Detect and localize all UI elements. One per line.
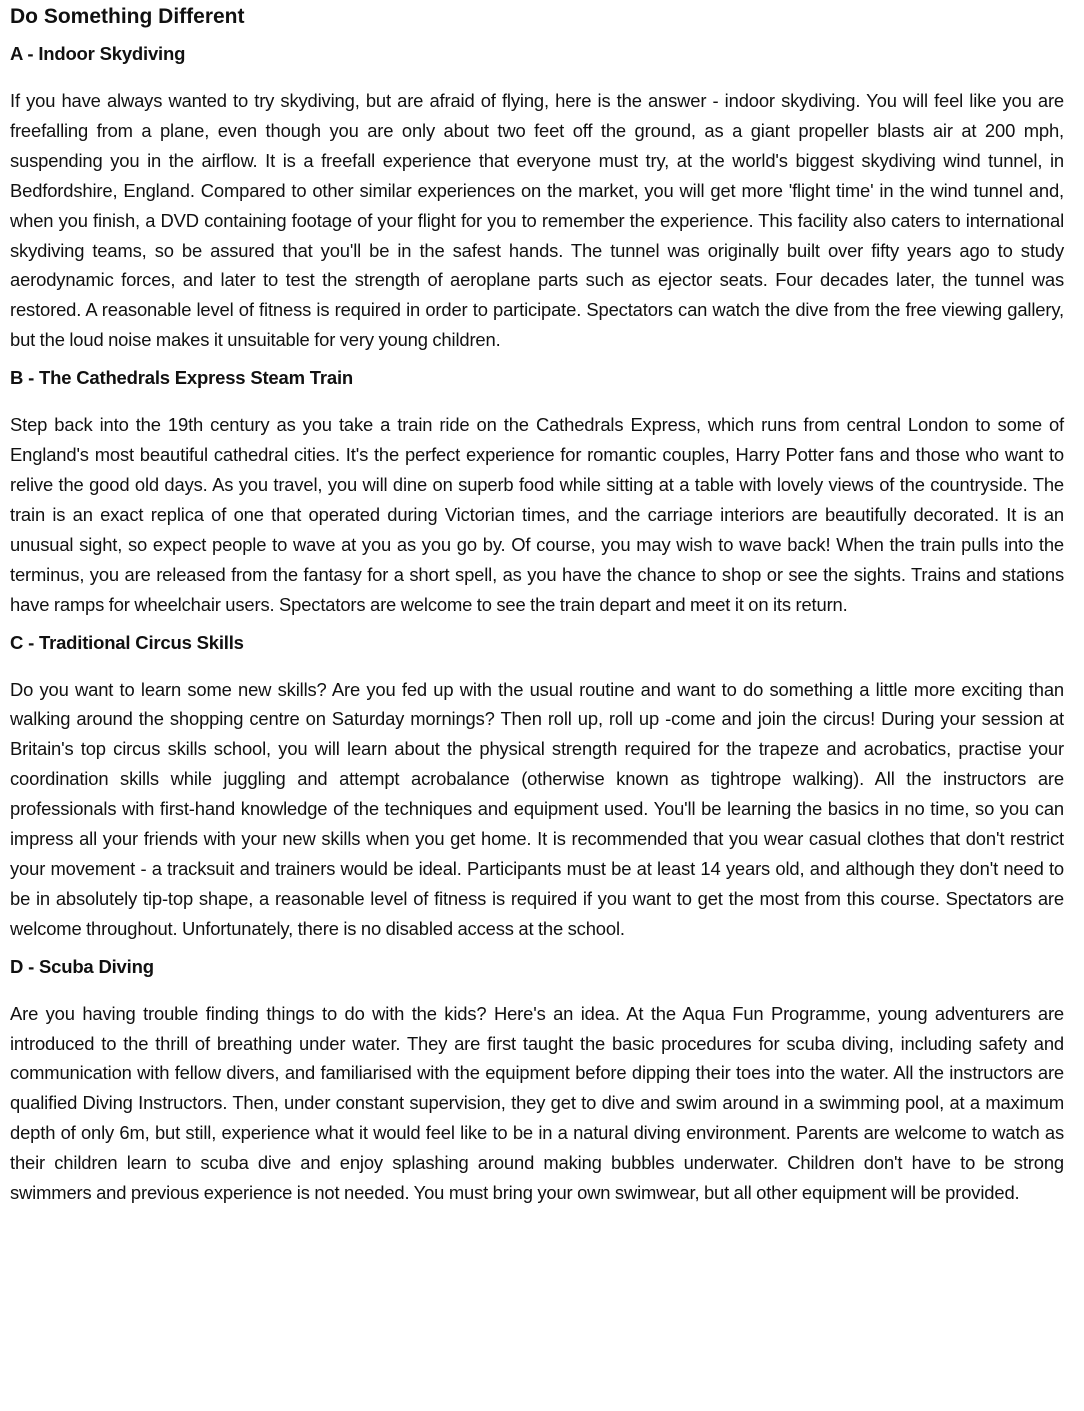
section-heading: D - Scuba Diving (10, 955, 154, 977)
section-circus-skills (10, 629, 1064, 944)
document-page (0, 3, 1084, 1208)
section-scuba-diving (10, 953, 1064, 1208)
page-title: Do Something Different (10, 5, 245, 28)
section-body: Are you having trouble finding things to do with the kids? Here's an idea. At the Aqua Fun Programme, young adventurers are introduced to the thrill of breathing under water. They are first taught the basic procedures for scuba diving, including safety and communication with fellow divers, and familiarised with the equipment before dipping their toes into the water. All the instructors are qualified Diving Instructors. Then, under constant supervision, they get to dive and swim around in a swimming pool, at a maximum depth of only 6m, but still, experience what it would feel like to be in a natural diving environment. Parents are welcome to watch as their children learn to scuba dive and enjoy splashing around making bubbles underwater. Children don't have to be strong swimmers and previous experience is not needed. You must bring your own swimwear, but all other equipment will be provided. (10, 1002, 1064, 1204)
section-heading: C - Traditional Circus Skills (10, 631, 244, 653)
section-heading: A - Indoor Skydiving (10, 43, 186, 64)
section-body: If you have always wanted to try skydiving, but are afraid of flying, here is the answer - indoor skydiving. You will feel like you are freefalling from a plane, even though you are only about two feet off the ground, as a giant propeller blasts air at 200 mph, suspending you in the airflow. It is a freefall experience that everyone must try, at the world's biggest skydiving wind tunnel, in Bedfordshire, England. Compared to other similar experiences on the market, you will get more 'flight time' in the wind tunnel and, when you finish, a DVD containing footage of your flight for you to remember the experience. This facility also caters to international skydiving teams, so be assured that you'll be in the safest hands. The tunnel was originally built over fifty years ago to study aerodynamic forces, and later to test the strength of aeroplane parts such as ejector seats. Four decades later, the tunnel was restored. A reasonable level of fitness is required in order to participate. Spectators can watch the dive from the free viewing gallery, but the loud noise makes it unsuitable for very young children. (10, 90, 1064, 351)
section-body: Do you want to learn some new skills? Are you fed up with the usual routine and want to do something a little more exciting than walking around the shopping centre on Saturday mornings? Then roll up, roll up -come and join the circus! During your session at Britain's top circus skills school, you will learn about the physical strength required for the trapeze and acrobatics, practise your coordination skills while juggling and attempt acrobalance (otherwise known as tightrope walking). All the instructors are professionals with first-hand knowledge of the techniques and equipment used. You'll be learning the basics in no time, so you can impress all your friends with your new skills when you get home. It is recommended that you wear casual clothes that don't restrict your movement - a tracksuit and trainers would be ideal. Participants must be at least 14 years old, and although they don't need to be in absolutely tip-top shape, a reasonable level of fitness is required if you want to get the most from this course. Spectators are welcome throughout. Unfortunately, there is no disabled access at the school. (10, 678, 1064, 939)
section-body: Step back into the 19th century as you take a train ride on the Cathedrals Express, which runs from central London to some of England's most beautiful cathedral cities. It's the perfect experience for romantic couples, Harry Potter fans and those who want to relive the good old days. As you travel, you will dine on superb food while sitting at a table with lovely views of the countryside. The train is an exact replica of one that operated during Victorian times, and the carriage interiors are beautifully decorated. It is an unusual sight, so expect people to wave at you as you go by. Of course, you may wish to wave back! When the train pulls into the terminus, you are released from the fantasy for a short spell, as you have the chance to shop or see the sights. Trains and stations have ramps for wheelchair users. Spectators are welcome to see the train depart and meet it on its return. (10, 414, 1064, 615)
section-heading: B - The Cathedrals Express Steam Train (10, 367, 353, 389)
section-indoor-skydiving (10, 40, 1064, 355)
section-cathedrals-express (10, 364, 1064, 619)
